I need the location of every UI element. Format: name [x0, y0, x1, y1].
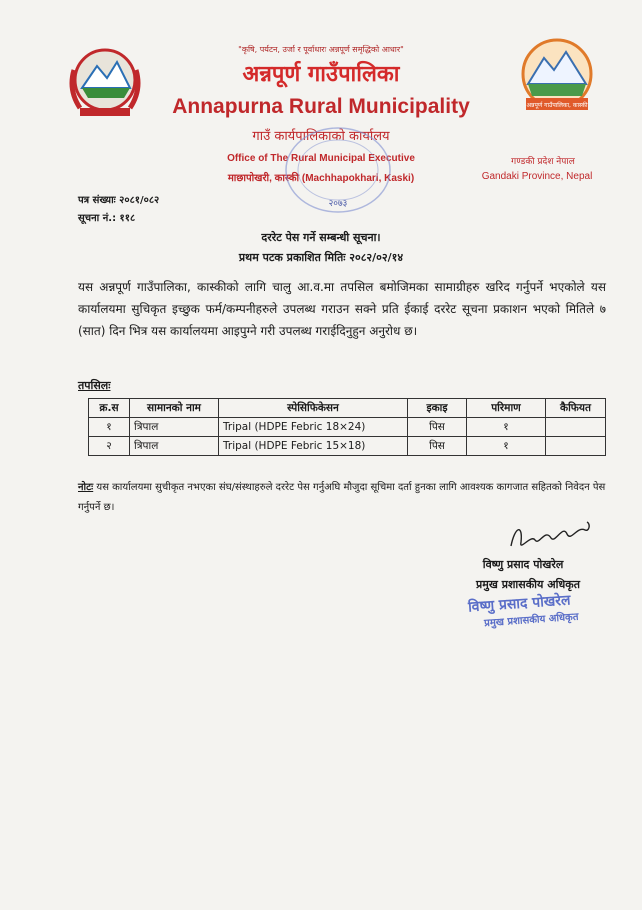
cell-quantity: १ — [467, 437, 546, 456]
office-nepali: गाउँ कार्यपालिकाको कार्यालय — [252, 129, 390, 144]
note-label: नोटः — [78, 482, 94, 493]
title-english: Annapurna Rural Municipality — [172, 95, 470, 118]
title-stamp: प्रमुख प्रशासकीय अधिकृत — [483, 611, 579, 630]
cell-specification: Tripal (HDPE Febric 18×24) — [219, 418, 408, 437]
note — [78, 478, 608, 518]
right-logo-caption: अन्नपूर्ण गाउँपालिका, कास्की — [526, 102, 588, 109]
letter-number: पत्र संख्याः २०८१/०८२ — [78, 195, 160, 206]
publish-date: प्रथम पटक प्रकाशित मितिः २०८२/०२/१४ — [238, 251, 404, 264]
col-unit: इकाइ — [408, 399, 467, 418]
name-stamp: विष्णु प्रसाद पोखरेल — [467, 592, 571, 616]
table-row — [89, 418, 606, 437]
cell-quantity: १ — [467, 418, 546, 437]
cell-unit: पिस — [408, 418, 467, 437]
province-nepali: गण्डकी प्रदेश नेपाल — [511, 157, 575, 167]
province-english: Gandaki Province, Nepal — [481, 171, 593, 182]
items-table — [88, 398, 606, 456]
details-label: तपसिलः — [78, 379, 111, 392]
handwritten-signature — [505, 516, 595, 556]
office-round-stamp — [278, 120, 398, 220]
cell-remarks — [546, 418, 606, 437]
table-row — [89, 437, 606, 456]
col-specification: स्पेसिफिकेसन — [219, 399, 408, 418]
motto: "कृषि, पर्यटन, उर्जा र पूर्वाधारः अन्नपूर्ण समृद्धिको आधार" — [238, 45, 404, 54]
stamp-year: २०७३ — [328, 199, 348, 209]
col-item-name: सामानको नाम — [130, 399, 219, 418]
cell-item-name: त्रिपाल — [130, 418, 219, 437]
signatory-title: प्रमुख प्रशासकीय अधिकृत — [476, 578, 580, 591]
note-text: यस कार्यालयमा सुचीकृत नभएका संघ/संस्थाहरुले दररेट पेस गर्नुअघि मौजुदा सूचिमा दर्ता हुनका लागि आवश्यक कागजात सहितको निवेदन पेस गर्नुपर्ने छ। — [78, 482, 606, 513]
cell-item-name: त्रिपाल — [130, 437, 219, 456]
cell-serial: १ — [89, 418, 130, 437]
col-quantity: परिमाण — [467, 399, 546, 418]
office-english: Office of The Rural Municipal Executive — [227, 153, 415, 164]
col-remarks: कैफियत — [546, 399, 606, 418]
col-serial: क्र.स — [89, 399, 130, 418]
notice-body: यस अन्नपूर्ण गाउँपालिका, कास्कीको लागि चालु आ.व.मा तपसिल बमोजिमका सामाग्रीहरु खरिद गर्नुपर्ने भएकोले यस कार्यालयमा सुचिकृत इच्छुक फर्म/कम्पनीहरुले उपलब्ध गराउन सक्ने प्रति ईकाई दररेट सूचना प्रकाशन भएको मितिले ७ (सात) दिन भित्र यस कार्यालयमा आइपुग्ने गरी उपलब्ध गराईदिनुहुन अनुरोध छ। — [78, 280, 606, 338]
cell-remarks — [546, 437, 606, 456]
cell-serial: २ — [89, 437, 130, 456]
table-header-row — [89, 399, 606, 418]
title-nepali: अन्नपूर्ण गाउँपालिका — [242, 62, 400, 87]
notice-subject: दररेट पेस गर्ने सम्बन्धी सूचना। — [261, 231, 381, 244]
office-address: माछापोखरी, कास्की (Machhapokhari, Kaski) — [227, 173, 415, 184]
signatory-name: विष्णु प्रसाद पोखरेल — [482, 558, 564, 571]
notice-number: सूचना नं.: ११८ — [78, 213, 136, 224]
cell-specification: Tripal (HDPE Febric 15×18) — [219, 437, 408, 456]
cell-unit: पिस — [408, 437, 467, 456]
